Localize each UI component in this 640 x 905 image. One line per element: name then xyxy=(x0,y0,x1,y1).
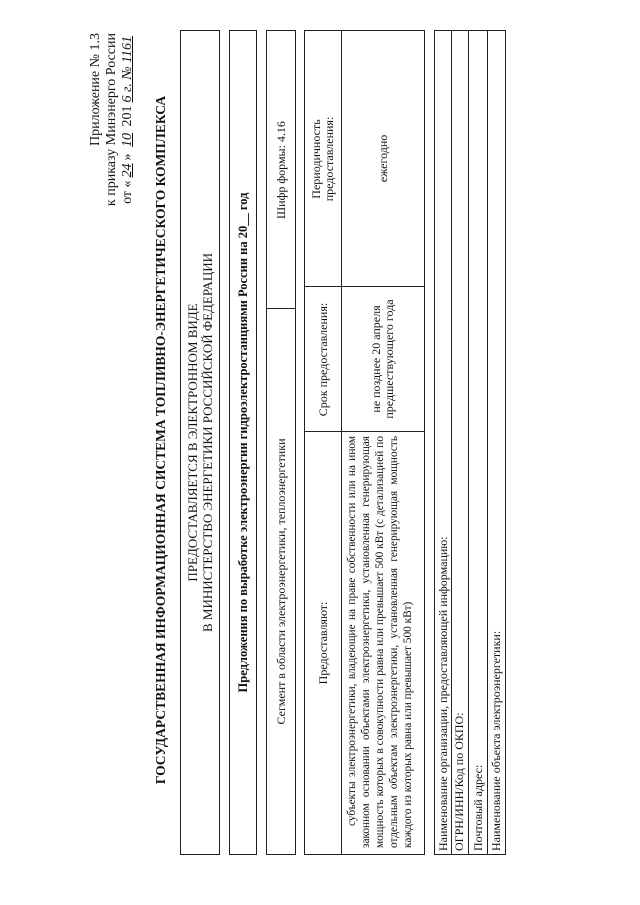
form-title: Предложения по выработке электроэнергии гидроэлектростанциями России на 20__ год xyxy=(235,192,250,693)
cipher-cell xyxy=(267,31,295,309)
segment-cell xyxy=(267,309,295,854)
provided-by-text: субъекты электроэнергетики, владеющие на праве собственности или на ином законном основании объектами электроэнергетики, установленная генерирующая мощность которых в совокупности равна или превышает 500 кВт (с детализацией по отдельным объектам электроэнергетики, установленная генерирующая мощность каждого из которых равна или превышает 500 кВт) xyxy=(346,436,414,848)
annex-num: 6 г. № 1161 xyxy=(120,36,135,103)
annex-month: 10 xyxy=(120,132,135,147)
org-name-row: Наименование организации, предоставляющей информацию: xyxy=(436,536,450,851)
header-provided: Предоставляют: xyxy=(315,601,330,685)
header-deadline: Срок предоставления: xyxy=(315,302,330,417)
segment-row xyxy=(266,30,296,855)
annex-date-line: от «24» 10 2016 г. № 1161 xyxy=(120,33,136,265)
annex-block xyxy=(88,33,136,265)
annex-number: Приложение № 1.3 xyxy=(88,33,103,146)
submission-line1: ПРЕДОСТАВЛЯЕТСЯ В ЭЛЕКТРОННОМ ВИДЕ xyxy=(185,303,200,582)
header-periodicity: Периодичность предоставления: xyxy=(309,116,336,202)
postal-address-row: Почтовый адрес: xyxy=(471,764,485,851)
submission-line2: В МИНИСТЕРСТВО ЭНЕРГЕТИКИ РОССИЙСКОЙ ФЕДЕРАЦИИ xyxy=(200,253,215,632)
ogrn-row: ОГРН/ИНН/Код по ОКПО: xyxy=(452,712,466,851)
segment-text: Сегмент в области электроэнергетики, теплоэнергетики xyxy=(273,438,288,725)
form-title-box xyxy=(229,30,257,855)
deadline-text: не позднее 20 апреля предшествующего года xyxy=(369,299,396,419)
cipher-text: Шифр формы: 4.16 xyxy=(273,121,288,219)
submission-box xyxy=(180,30,220,855)
periodicity-text: ежегодно xyxy=(375,134,390,183)
info-block xyxy=(434,30,506,855)
annex-order: к приказу Минэнерго России xyxy=(104,33,119,207)
main-table xyxy=(304,30,425,855)
object-name-row: Наименование объекта электроэнергетики: xyxy=(489,630,503,851)
annex-day: 24 xyxy=(120,163,135,178)
system-title: ГОСУДАРСТВЕННАЯ ИНФОРМАЦИОННАЯ СИСТЕМА ТОПЛИВНО-ЭНЕРГЕТИЧЕСКОГО КОМПЛЕКСА xyxy=(153,95,168,785)
